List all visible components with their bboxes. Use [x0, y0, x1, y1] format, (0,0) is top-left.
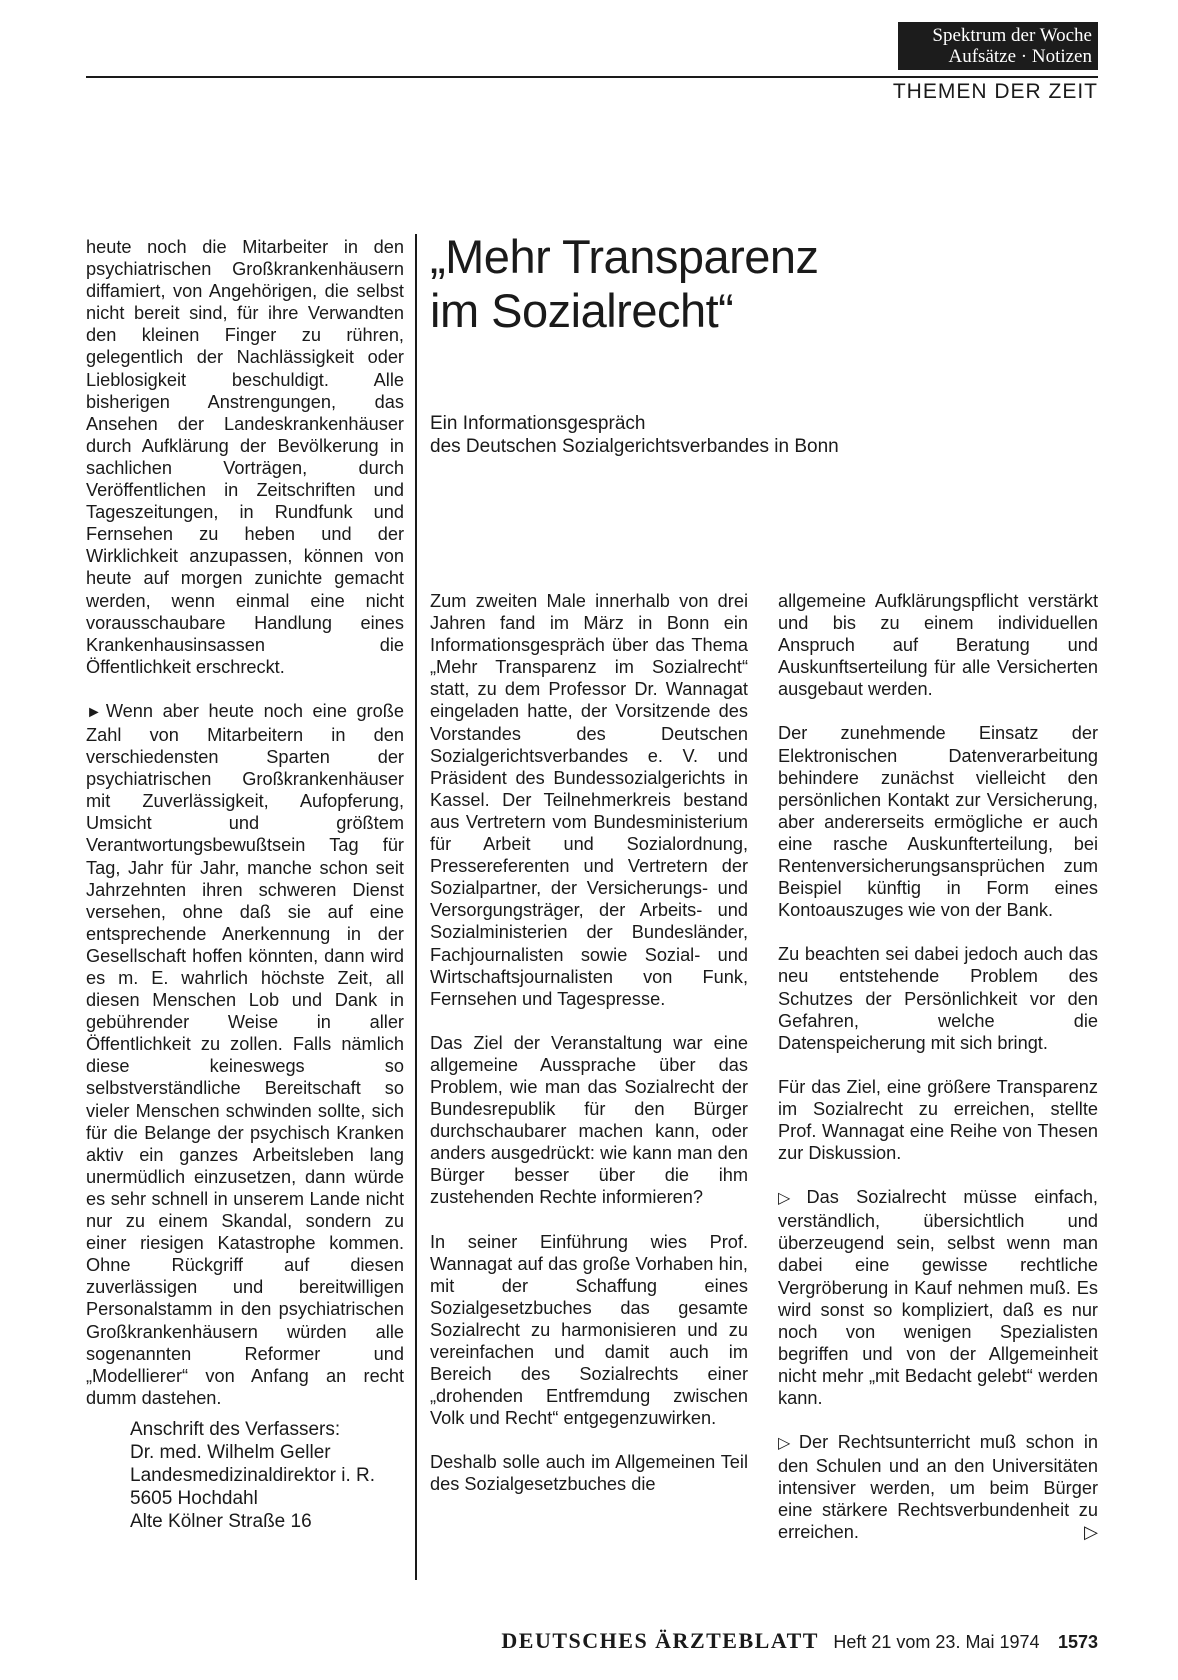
- section-label: THEMEN DER ZEIT: [892, 80, 1098, 103]
- left-paragraph-2: [86, 700, 404, 1409]
- open-triangle-bullet-icon: ▷: [778, 1435, 795, 1453]
- article-title: [430, 230, 1090, 338]
- middle-paragraph-3: In seiner Einführung wies Prof. Wannagat auf das große Vorhaben hin, mit der Schaffung eines Sozialgesetzbuches das gesamte Sozialrecht zu harmonisieren und zu vereinfachen und damit auch im Bereich des Sozialrechts einer „drohenden Entfremdung zwischen Volk und Recht“ entgegenzuwirken.: [430, 1231, 748, 1429]
- right-paragraph-3: Zu beachten sei dabei jedoch auch das neu entstehende Problem des Schutzes der Persönlichkeit vor den Gefahren, welche die Datenspeicherung mit sich bringt.: [778, 944, 1098, 1053]
- left-column: [86, 236, 404, 1409]
- left-paragraph-1: heute noch die Mitarbeiter in den psychiatrischen Großkrankenhäusern diffamiert, von Angehörigen, die selbst nicht bereit sind, für ihre Verwandten den kleinen Finger zu rühren, gelegentlich der Nachlässigkeit oder Lieblosigkeit beschuldigt. Alle bisherigen Anstrengungen, das Ansehen der Landeskrankenhäuser durch Aufklärung der Bevölkerung in sachlichen Vorträgen, durch Veröffentlichen in Zeitschriften und Tageszeitungen, in Rundfunk und Fernsehen zu heben und der Wirklichkeit anzupassen, können von heute auf morgen zunichte gemacht werden, wenn einmal eine nicht vorausschaubare Handlung eines Krankenhausinsassen die Öffentlichkeit erschreckt.: [86, 237, 404, 677]
- open-triangle-bullet-icon: ▷: [778, 1190, 803, 1208]
- section-header-box: [898, 22, 1098, 70]
- left-paragraph-2-text: Wenn aber heute noch eine große Zahl von Mitarbeitern in den verschiedensten Sparten der psychiatrischen Großkrankenhäuser mit Zuverlässigkeit, Aufopferung, Umsicht und größtem Verantwortungsbewußtsein Tag für Tag, Jahr für Jahr, manche schon seit Jahrzehnten ihren schweren Dienst versehen, ohne daß sie auf eine entsprechende Anerkennung in der Gesellschaft hoffen könnten, dann wird es m. E. wahrlich höchste Zeit, all diesen Menschen Lob und Dank in gebührender Weise in aller Öffentlichkeit zu zollen. Falls nämlich diese keineswegs so selbstverständliche Bereitschaft so vieler Menschen schwinden sollte, sich für die Belange der psychisch Kranken aktiv ein ganzes Arbeitsleben lang unermüdlich einzusetzen, dann würde es sehr schnell in unserem Lande nicht nur zu einem Skandal, sondern zu einer riesigen Katastrophe kommen. Ohne Rückgriff auf diesen zuverlässigen und bereitwilligen Personalstamm in den psychiatrischen Großkrankenhäusern würden alle sogenannten Reformer und „Modellierer“ von Anfang an recht dumm dastehen.: [86, 700, 404, 1408]
- journal-name: DEUTSCHES ÄRZTEBLATT: [501, 1628, 819, 1653]
- right-paragraph-6-text: Der Rechtsunterricht muß schon in den Schulen und an den Universitäten intensiver werden, um beim Bürger eine stärkere Rechtsverbundenheit zu erreichen.: [778, 1432, 1098, 1543]
- page-footer: [478, 1628, 1098, 1654]
- subtitle-line-2: des Deutschen Sozialgerichtsverbandes in Bonn: [430, 436, 839, 457]
- address-title: Landesmedizinaldirektor i. R.: [130, 1465, 376, 1486]
- right-paragraph-1: allgemeine Aufklärungspflicht verstärkt und bis zu einem individuellen Anspruch auf Beratung und Auskunftserteilung für alle Versicherten ausgebaut werden.: [778, 591, 1098, 700]
- right-column: [778, 590, 1098, 1544]
- header-box-line-1: Spektrum der Woche: [932, 25, 1092, 46]
- article-subtitle: [430, 412, 1090, 458]
- address-name: Dr. med. Wilhelm Geller: [130, 1442, 331, 1463]
- middle-paragraph-4: Deshalb solle auch im Allgemeinen Teil des Sozialgesetzbuches die: [430, 1452, 748, 1495]
- column-divider: [415, 234, 417, 1580]
- title-line-2: im Sozialrecht“: [430, 284, 734, 337]
- header-box-line-2: Aufsätze · Notizen: [948, 46, 1092, 67]
- title-line-1: „Mehr Transparenz: [430, 230, 819, 283]
- address-street: Alte Kölner Straße 16: [130, 1511, 312, 1532]
- subtitle-line-1: Ein Informationsgespräch: [430, 413, 646, 434]
- issue-info: Heft 21 vom 23. Mai 1974: [833, 1632, 1040, 1652]
- address-city: 5605 Hochdahl: [130, 1488, 258, 1509]
- middle-column: [430, 590, 748, 1496]
- right-paragraph-5: [778, 1186, 1098, 1409]
- top-rule: [86, 76, 1098, 78]
- triangle-bullet-icon: ►: [86, 703, 102, 721]
- right-paragraph-6: [778, 1431, 1098, 1543]
- right-paragraph-5-text: Das Sozialrecht müsse einfach, verständlich, übersichtlich und überzeugend sein, selbst wenn man dabei eine gewisse rechtliche Vergröberung in Kauf nehmen muß. Es wird sonst so kompliziert, daß es nur noch von wenigen Spezialisten begriffen und von der Allgemeinheit nicht mehr „mit Bedacht gelebt“ werden kann.: [778, 1187, 1098, 1408]
- author-address: [130, 1418, 420, 1533]
- right-paragraph-4: Für das Ziel, eine größere Transparenz im Sozialrecht zu erreichen, stellte Prof. Wannagat eine Reihe von Thesen zur Diskussion.: [778, 1076, 1098, 1164]
- continue-triangle-icon: ▷: [1084, 1522, 1098, 1543]
- address-label: Anschrift des Verfassers:: [130, 1419, 341, 1440]
- page-number: 1573: [1057, 1632, 1098, 1652]
- middle-paragraph-2: Das Ziel der Veranstaltung war eine allgemeine Aussprache über das Problem, wie man das Sozialrecht der Bundesrepublik für den Bürger durchschaubarer machen kann, oder anders ausgedrückt: wie kann man den Bürger besser über die ihm zustehenden Rechte informieren?: [430, 1032, 748, 1208]
- middle-paragraph-1: Zum zweiten Male innerhalb von drei Jahren fand im März in Bonn ein Informationsgespräch über das Thema „Mehr Transparenz im Sozialrecht“ statt, zu dem Professor Dr. Wannagat eingeladen hatte, der Vorsitzende des Vorstandes des Deutschen Sozialgerichtsverbandes e. V. und Präsident des Bundessozialgerichts in Kassel. Der Teilnehmerkreis bestand aus Vertretern vom Bundesministerium für Arbeit und Sozialordnung, Pressereferenten und Vertretern der Sozialpartner, der Versicherungs- und Versorgungsträger, der Arbeits- und Sozialministerien der Bundesländer, Fachjournalisten sowie Sozial- und Wirtschaftsjournalisten von Funk, Fernsehen und Tagespresse.: [430, 591, 748, 1009]
- right-paragraph-2: Der zunehmende Einsatz der Elektronischen Datenverarbeitung behindere zunächst vielleicht den persönlichen Kontakt zur Versicherung, aber andererseits ermögliche er auch eine rasche Auskunfterteilung, bei Rentenversicherungsansprüchen zum Beispiel künftig in Form eines Kontoauszuges wie von der Bank.: [778, 723, 1098, 921]
